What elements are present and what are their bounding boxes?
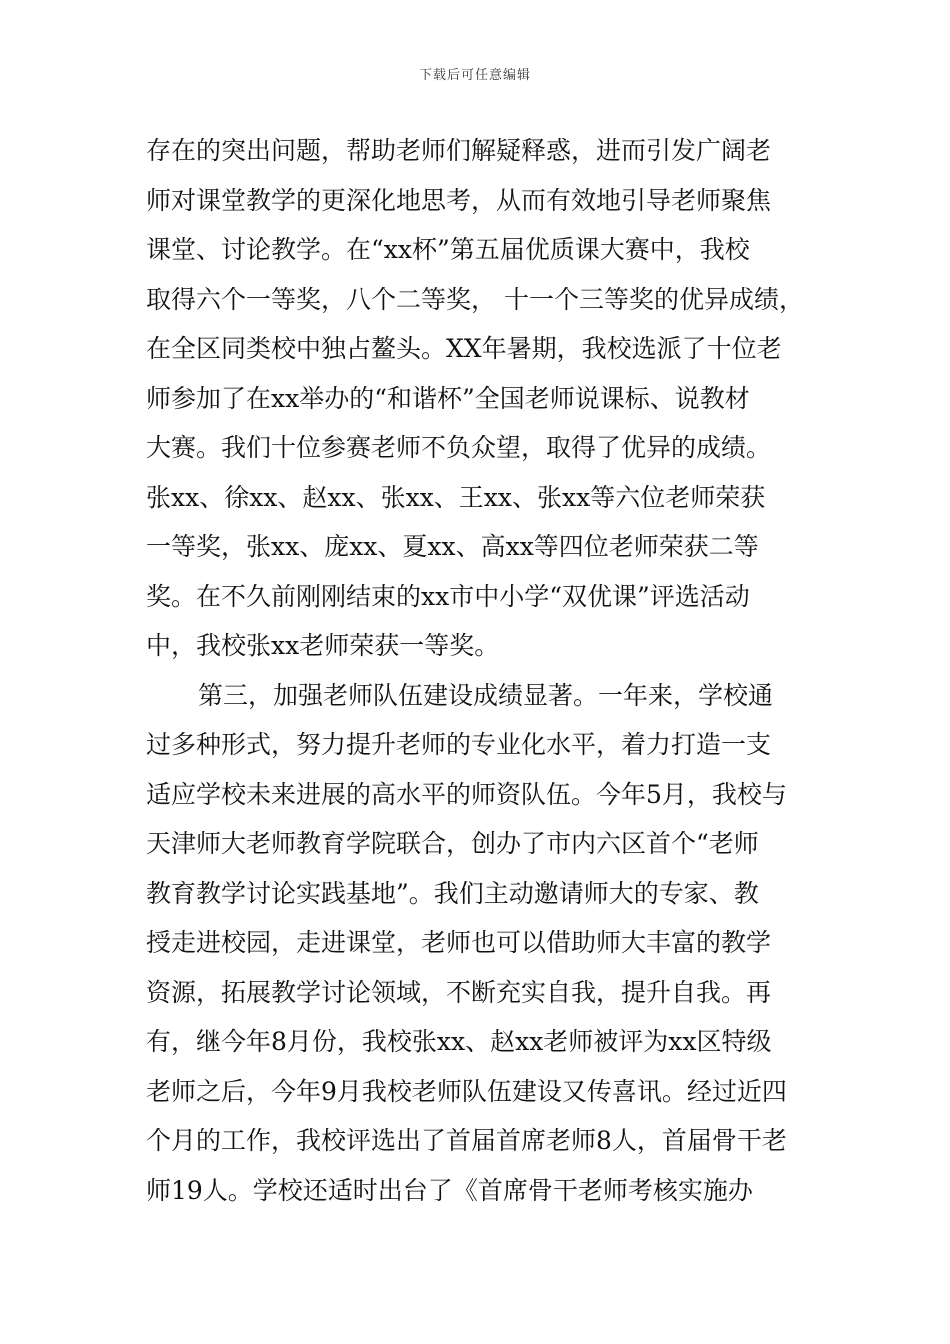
text-line: 张xx、徐xx、赵xx、张xx、王xx、张xx等六位老师荣获: [146, 482, 766, 512]
text-line: 授走进校园，走进课堂，老师也可以借助师大丰富的教学: [146, 928, 772, 957]
text-line: 大赛。我们十位参赛老师不负众望，取得了优异的成绩。: [146, 433, 772, 462]
text-line: 一等奖，张xx、庞xx、夏xx、高xx等四位老师荣获二等: [146, 532, 759, 561]
text-line: 课堂、讨论教学。在“xx杯”第五届优质课大赛中，我校: [146, 235, 750, 264]
text-line: 奖。在不久前刚刚结束的xx市中小学“双优课”评选活动: [146, 581, 750, 611]
text-line: 老师之后，今年9月我校老师队伍建设又传喜讯。经过近四: [146, 1076, 787, 1106]
text-line: 取得六个一等奖，八个二等奖， 十一个三等奖的优异成绩，: [146, 284, 804, 314]
text-line: 过多种形式，努力提升老师的专业化水平，着力打造一支: [146, 730, 772, 759]
document-body: [146, 126, 816, 1215]
text-line: 师19人。学校还适时出台了《首席骨干老师考核实施办: [146, 1175, 753, 1205]
text-line: 教育教学讨论实践基地”。我们主动邀请师大的专家、教: [146, 878, 759, 908]
text-line: 师对课堂教学的更深化地思考，从而有效地引导老师聚焦: [146, 185, 772, 215]
text-line: 师参加了在xx举办的“和谐杯”全国老师说课标、说教材: [146, 383, 750, 413]
text-line: 个月的工作，我校评选出了首届首席老师8人，首届骨干老: [146, 1126, 787, 1155]
text-line: 资源，拓展教学讨论领域，不断充实自我，提升自我。再: [146, 977, 772, 1007]
text-line: 适应学校未来进展的高水平的师资队伍。今年5月，我校与: [146, 779, 787, 809]
text-line: 存在的突出问题，帮助老师们解疑释惑，进而引发广阔老: [146, 136, 772, 165]
text-line: 中，我校张xx老师荣获一等奖。: [146, 631, 500, 660]
page-header-note: 下载后可任意编辑: [418, 68, 531, 83]
text-line: 天津师大老师教育学院联合，创办了市内六区首个“老师: [146, 829, 759, 858]
paragraph-start-line: 第三，加强老师队伍建设成绩显著。一年来，学校通: [198, 680, 774, 710]
text-line: 在全区同类校中独占鳌头。XX年暑期，我校选派了十位老: [146, 334, 782, 363]
text-line: 有，继今年8月份，我校张xx、赵xx老师被评为xx区特级: [146, 1027, 772, 1056]
